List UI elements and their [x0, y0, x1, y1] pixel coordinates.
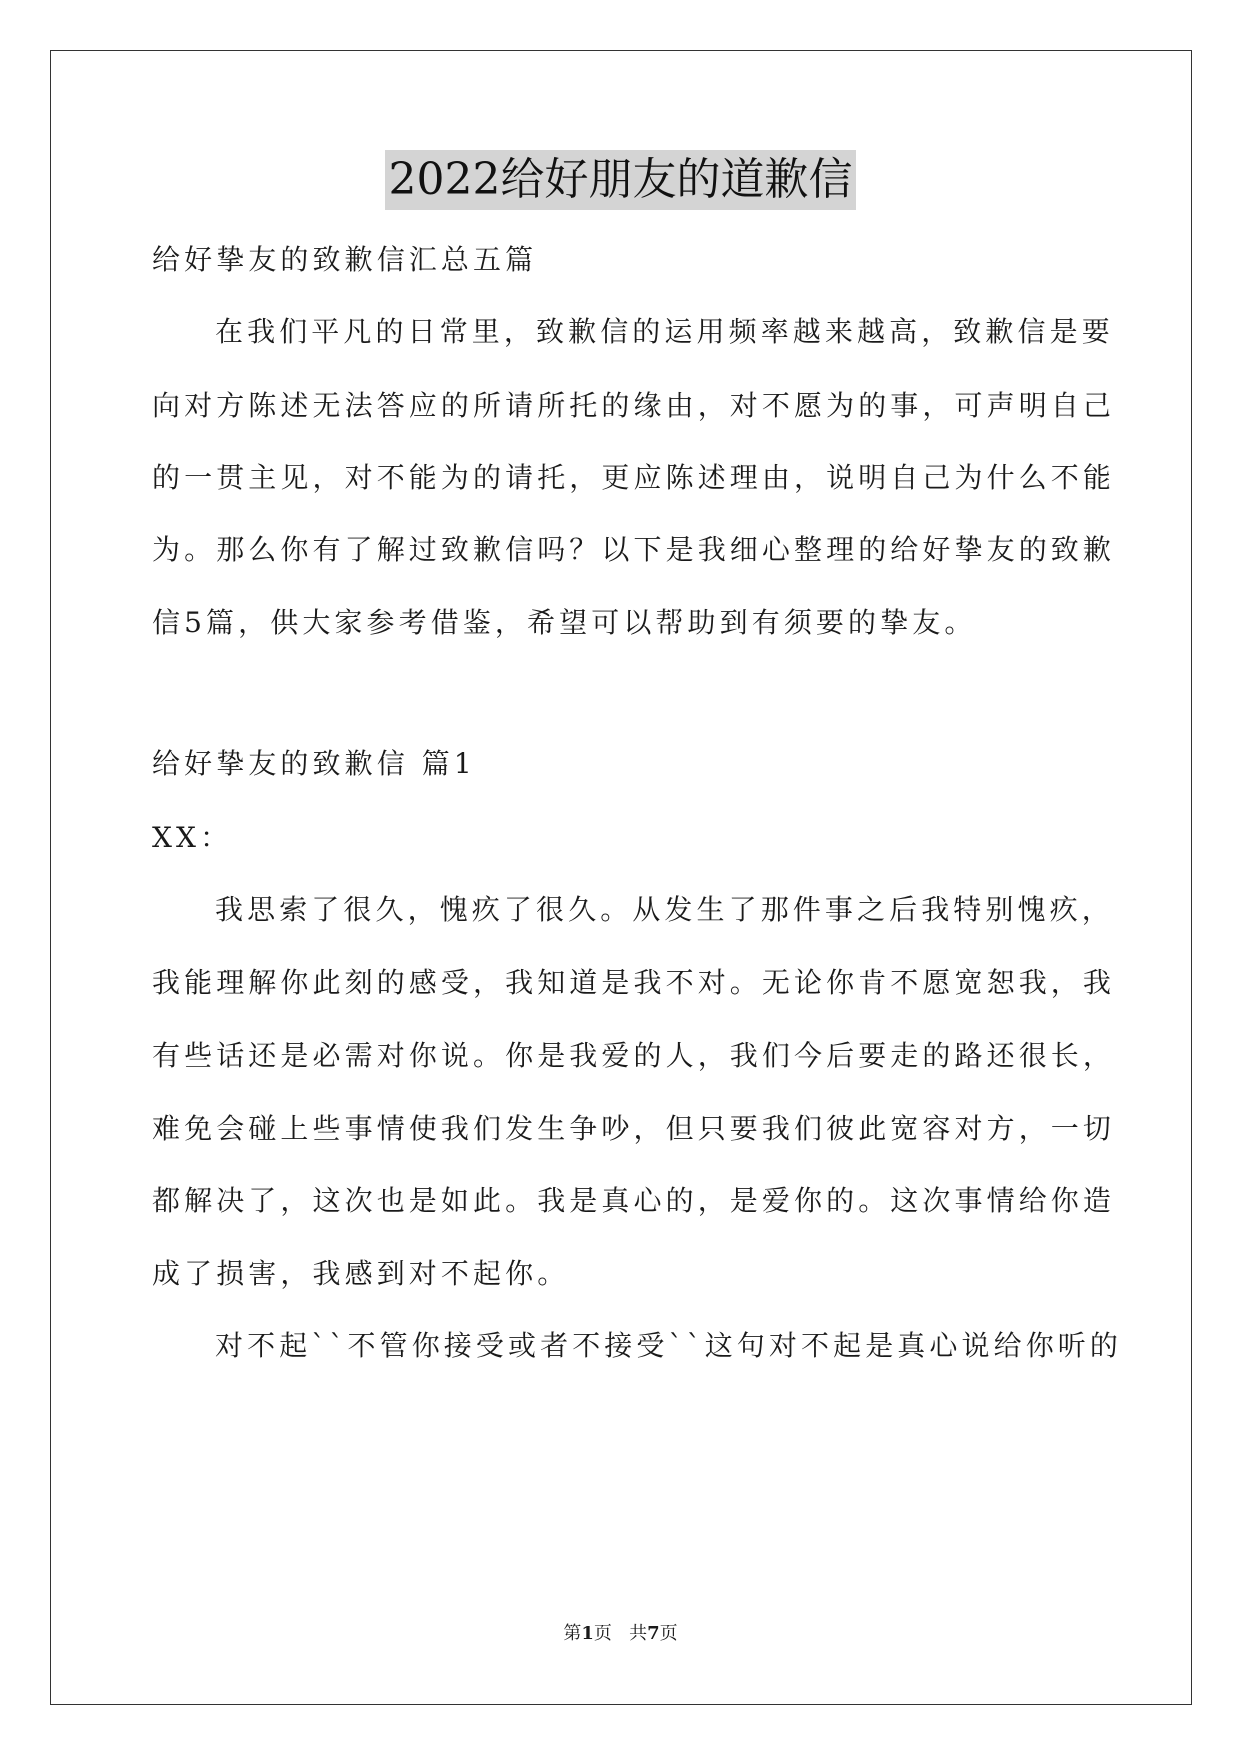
footer-page-number: 1: [581, 1623, 594, 1644]
intro-line-2: 向对方陈述无法答应的所请所托的缘由，对不愿为的事，可声明自己: [152, 389, 1116, 422]
page-footer: [0, 1622, 1241, 1646]
body-line-3: 有些话还是必需对你说。你是我爱的人，我们今后要走的路还很长，: [152, 1039, 1116, 1072]
document-title: 2022给好朋友的道歉信: [385, 150, 857, 210]
salutation: XX：: [152, 821, 233, 854]
intro-line-4: 为。那么你有了解过致歉信吗？以下是我细心整理的给好挚友的致歉: [152, 533, 1116, 566]
intro-line-5: 信5篇，供大家参考借鉴，希望可以帮助到有须要的挚友。: [152, 606, 977, 639]
body-line-2: 我能理解你此刻的感受，我知道是我不对。无论你肯不愿宽恕我，我: [152, 966, 1116, 999]
document-subtitle: 给好挚友的致歉信汇总五篇: [152, 243, 538, 276]
footer-total-pages: 7: [647, 1623, 660, 1644]
footer-page-suffix: 页: [659, 1623, 678, 1644]
body-line-6: 成了损害，我感到对不起你。: [152, 1257, 570, 1290]
intro-line-1: 在我们平凡的日常里，致歉信的运用频率越来越高，致歉信是要: [215, 315, 1114, 348]
body-line-5: 都解决了，这次也是如此。我是真心的，是爱你的。这次事情给你造: [152, 1184, 1116, 1217]
section-heading: 给好挚友的致歉信 篇1: [152, 747, 476, 780]
body-line-4: 难免会碰上些事情使我们发生争吵，但只要我们彼此宽容对方，一切: [152, 1112, 1116, 1145]
footer-page-mid: 页 共: [593, 1623, 648, 1644]
title-container: [0, 150, 1241, 210]
footer-page-prefix: 第: [563, 1623, 582, 1644]
intro-line-3: 的一贯主见，对不能为的请托，更应陈述理由，说明自己为什么不能: [152, 461, 1116, 494]
page-border: [50, 50, 1192, 1705]
body-line-1: 我思索了很久，愧疚了很久。从发生了那件事之后我特别愧疚，: [215, 893, 1114, 926]
body-line-7: 对不起``不管你接受或者不接受``这句对不起是真心说给你听的: [215, 1329, 1123, 1362]
